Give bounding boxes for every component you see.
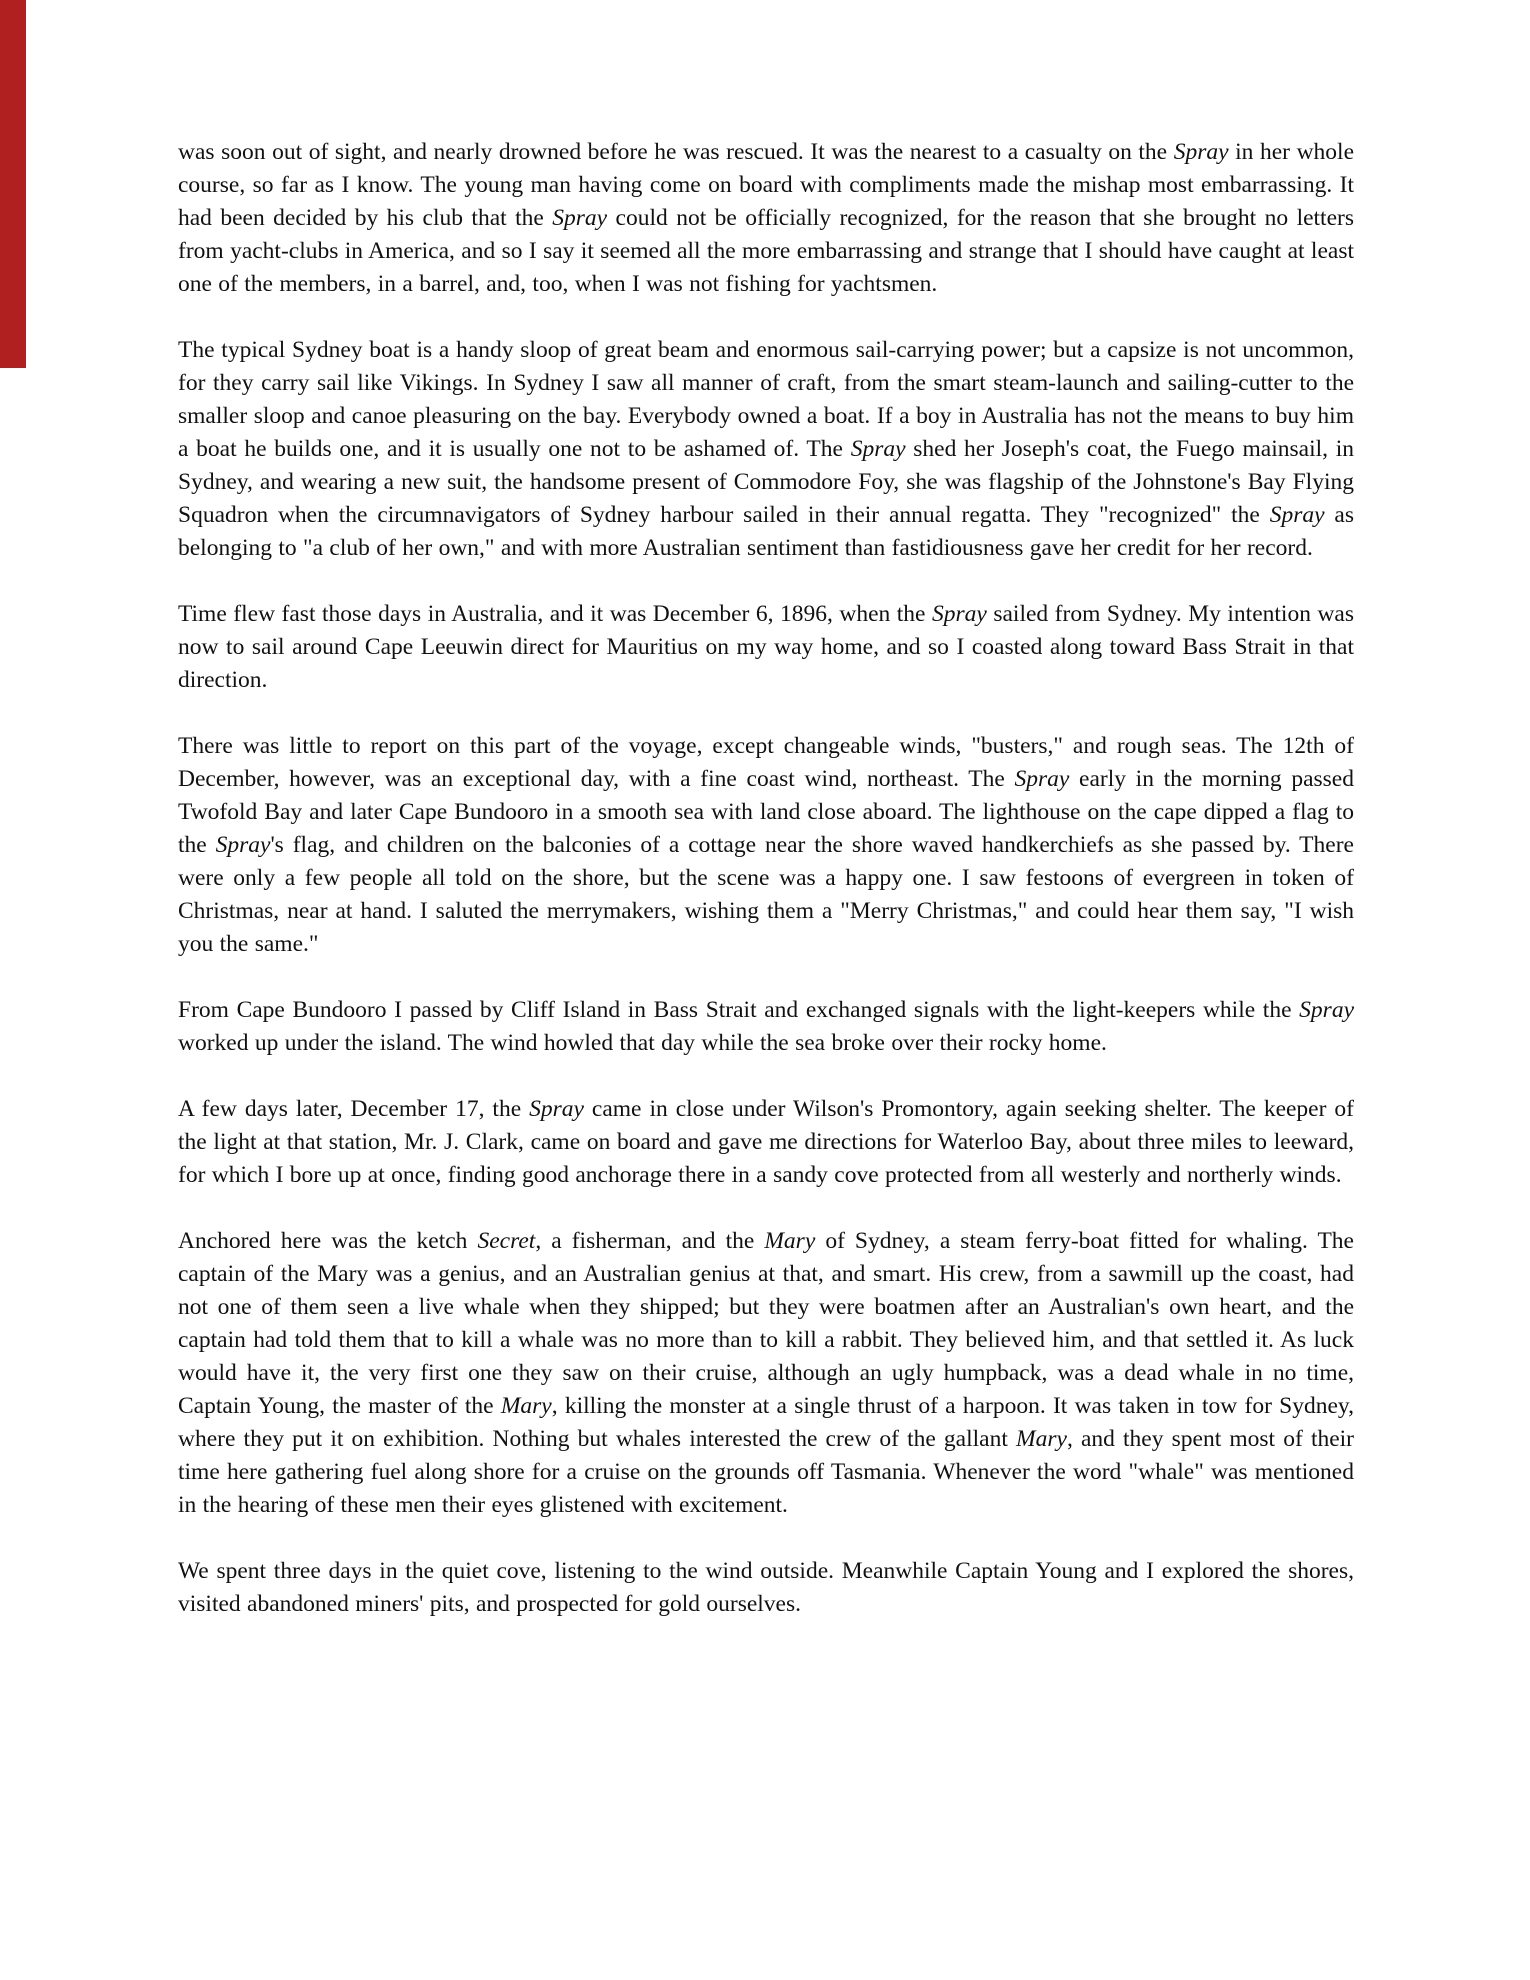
text-run: worked up under the island. The wind howled that day while the sea broke over their rocky home. (178, 1030, 1107, 1056)
text-run: 's flag, and children on the balconies of a cottage near the shore waved handkerchiefs as she passed by. There were only a few people all told on the shore, but the scene was a happy one. I saw festoons of evergreen in token of Christmas, near at hand. I saluted the merrymakers, wishing them a "Merry Christmas," and could hear them say, "I wish you the same." (178, 832, 1354, 957)
text-run: , a fisherman, and the (535, 1228, 765, 1254)
text-run: early in the morning passed Twofold Bay and later Cape Bundooro in a smooth sea with land close aboard. The lighthouse on the cape dipped a flag to the (178, 766, 1354, 858)
italic-text-run: Spray (215, 832, 271, 858)
italic-text-run: Spray (1269, 502, 1325, 528)
paragraph (178, 598, 1354, 697)
text-run: as belonging to "a club of her own," and with more Australian sentiment than fastidiousness gave her credit for her record. (178, 502, 1354, 561)
text-run: came in close under Wilson's Promontory, again seeking shelter. The keeper of the light at that station, Mr. J. Clark, came on board and gave me directions for Waterloo Bay, about three miles to leeward, for which I bore up at once, finding good anchorage there in a sandy cove protected from all westerly and northerly winds. (178, 1096, 1354, 1188)
text-run: sailed from Sydney. My intention was now to sail around Cape Leeuwin direct for Mauritius on my way home, and so I coasted along toward Bass Strait in that direction. (178, 601, 1354, 693)
italic-text-run: Secret (477, 1228, 536, 1254)
paragraph (178, 1555, 1354, 1621)
text-run: of Sydney, a steam ferry-boat fitted for whaling. The captain of the Mary was a genius, and an Australian genius at that, and smart. His crew, from a sawmill up the coast, had not one of them seen a live whale when they shipped; but they were boatmen after an Australian's own heart, and the captain had told them that to kill a whale was no more than to kill a rabbit. They believed him, and that settled it. As luck would have it, the very first one they saw on their cruise, although an ugly humpback, was a dead whale in no time, Captain Young, the master of the (178, 1228, 1354, 1419)
text-run: in her whole course, so far as I know. The young man having come on board with compliments made the mishap most embarrassing. It had been decided by his club that the (178, 139, 1354, 231)
paragraph (178, 136, 1354, 301)
text-run: , killing the monster at a single thrust of a harpoon. It was taken in tow for Sydney, where they put it on exhibition. Nothing but whales interested the crew of the gallant (178, 1393, 1355, 1452)
paragraph (178, 994, 1354, 1060)
italic-text-run: Mary (1016, 1426, 1067, 1452)
italic-text-run: Spray (850, 436, 906, 462)
text-run: Anchored here was the ketch (178, 1228, 478, 1254)
text-run: From Cape Bundooro I passed by Cliff Island in Bass Strait and exchanged signals with the light-keepers while the (178, 997, 1300, 1023)
italic-text-run: Spray (1173, 139, 1229, 165)
text-run: could not be officially recognized, for the reason that she brought no letters from yacht-clubs in America, and so I say it seemed all the more embarrassing and strange that I should have caught at least one of the members, in a barrel, and, too, when I was not fishing for yachtsmen. (178, 205, 1354, 297)
text-run: A few days later, December 17, the (178, 1096, 530, 1122)
text-run: , and they spent most of their time here gathering fuel along shore for a cruise on the grounds off Tasmania. Whenever the word "whale" was mentioned in the hearing of these men their eyes glistened with excitement. (178, 1426, 1355, 1518)
italic-text-run: Spray (1014, 766, 1070, 792)
text-run: We spent three days in the quiet cove, listening to the wind outside. Meanwhile Captain Young and I explored the shores, visited abandoned miners' pits, and prospected for gold ourselves. (178, 1558, 1354, 1617)
document-body (178, 136, 1354, 1621)
text-run: shed her Joseph's coat, the Fuego mainsail, in Sydney, and wearing a new suit, the handsome present of Commodore Foy, she was flagship of the Johnstone's Bay Flying Squadron when the circumnavigators of Sydney harbour sailed in their annual regatta. They "recognized" the (178, 436, 1355, 528)
italic-text-run: Spray (1299, 997, 1354, 1023)
paragraph (178, 1093, 1354, 1192)
paragraph (178, 1225, 1354, 1522)
italic-text-run: Spray (932, 601, 987, 627)
text-run: Time flew fast those days in Australia, and it was December 6, 1896, when the (178, 601, 933, 627)
paragraph (178, 334, 1354, 565)
italic-text-run: Spray (552, 205, 608, 231)
italic-text-run: Mary (500, 1393, 552, 1419)
text-run: The typical Sydney boat is a handy sloop of great beam and enormous sail-carrying power; but a capsize is not uncommon, for they carry sail like Vikings. In Sydney I saw all manner of craft, from the smart steam-launch and sailing-cutter to the smaller sloop and canoe pleasuring on the bay. Everybody owned a boat. If a boy in Australia has not the means to buy him a boat he builds one, and it is usually one not to be ashamed of. The (178, 337, 1354, 462)
paragraph (178, 730, 1354, 961)
text-run: was soon out of sight, and nearly drowned before he was rescued. It was the nearest to a casualty on the (178, 139, 1174, 165)
red-edge-bar (0, 0, 26, 368)
italic-text-run: Mary (764, 1228, 816, 1254)
text-run: There was little to report on this part of the voyage, except changeable winds, "busters," and rough seas. The 12th of December, however, was an exceptional day, with a fine coast wind, northeast. The (178, 733, 1354, 792)
italic-text-run: Spray (529, 1096, 584, 1122)
